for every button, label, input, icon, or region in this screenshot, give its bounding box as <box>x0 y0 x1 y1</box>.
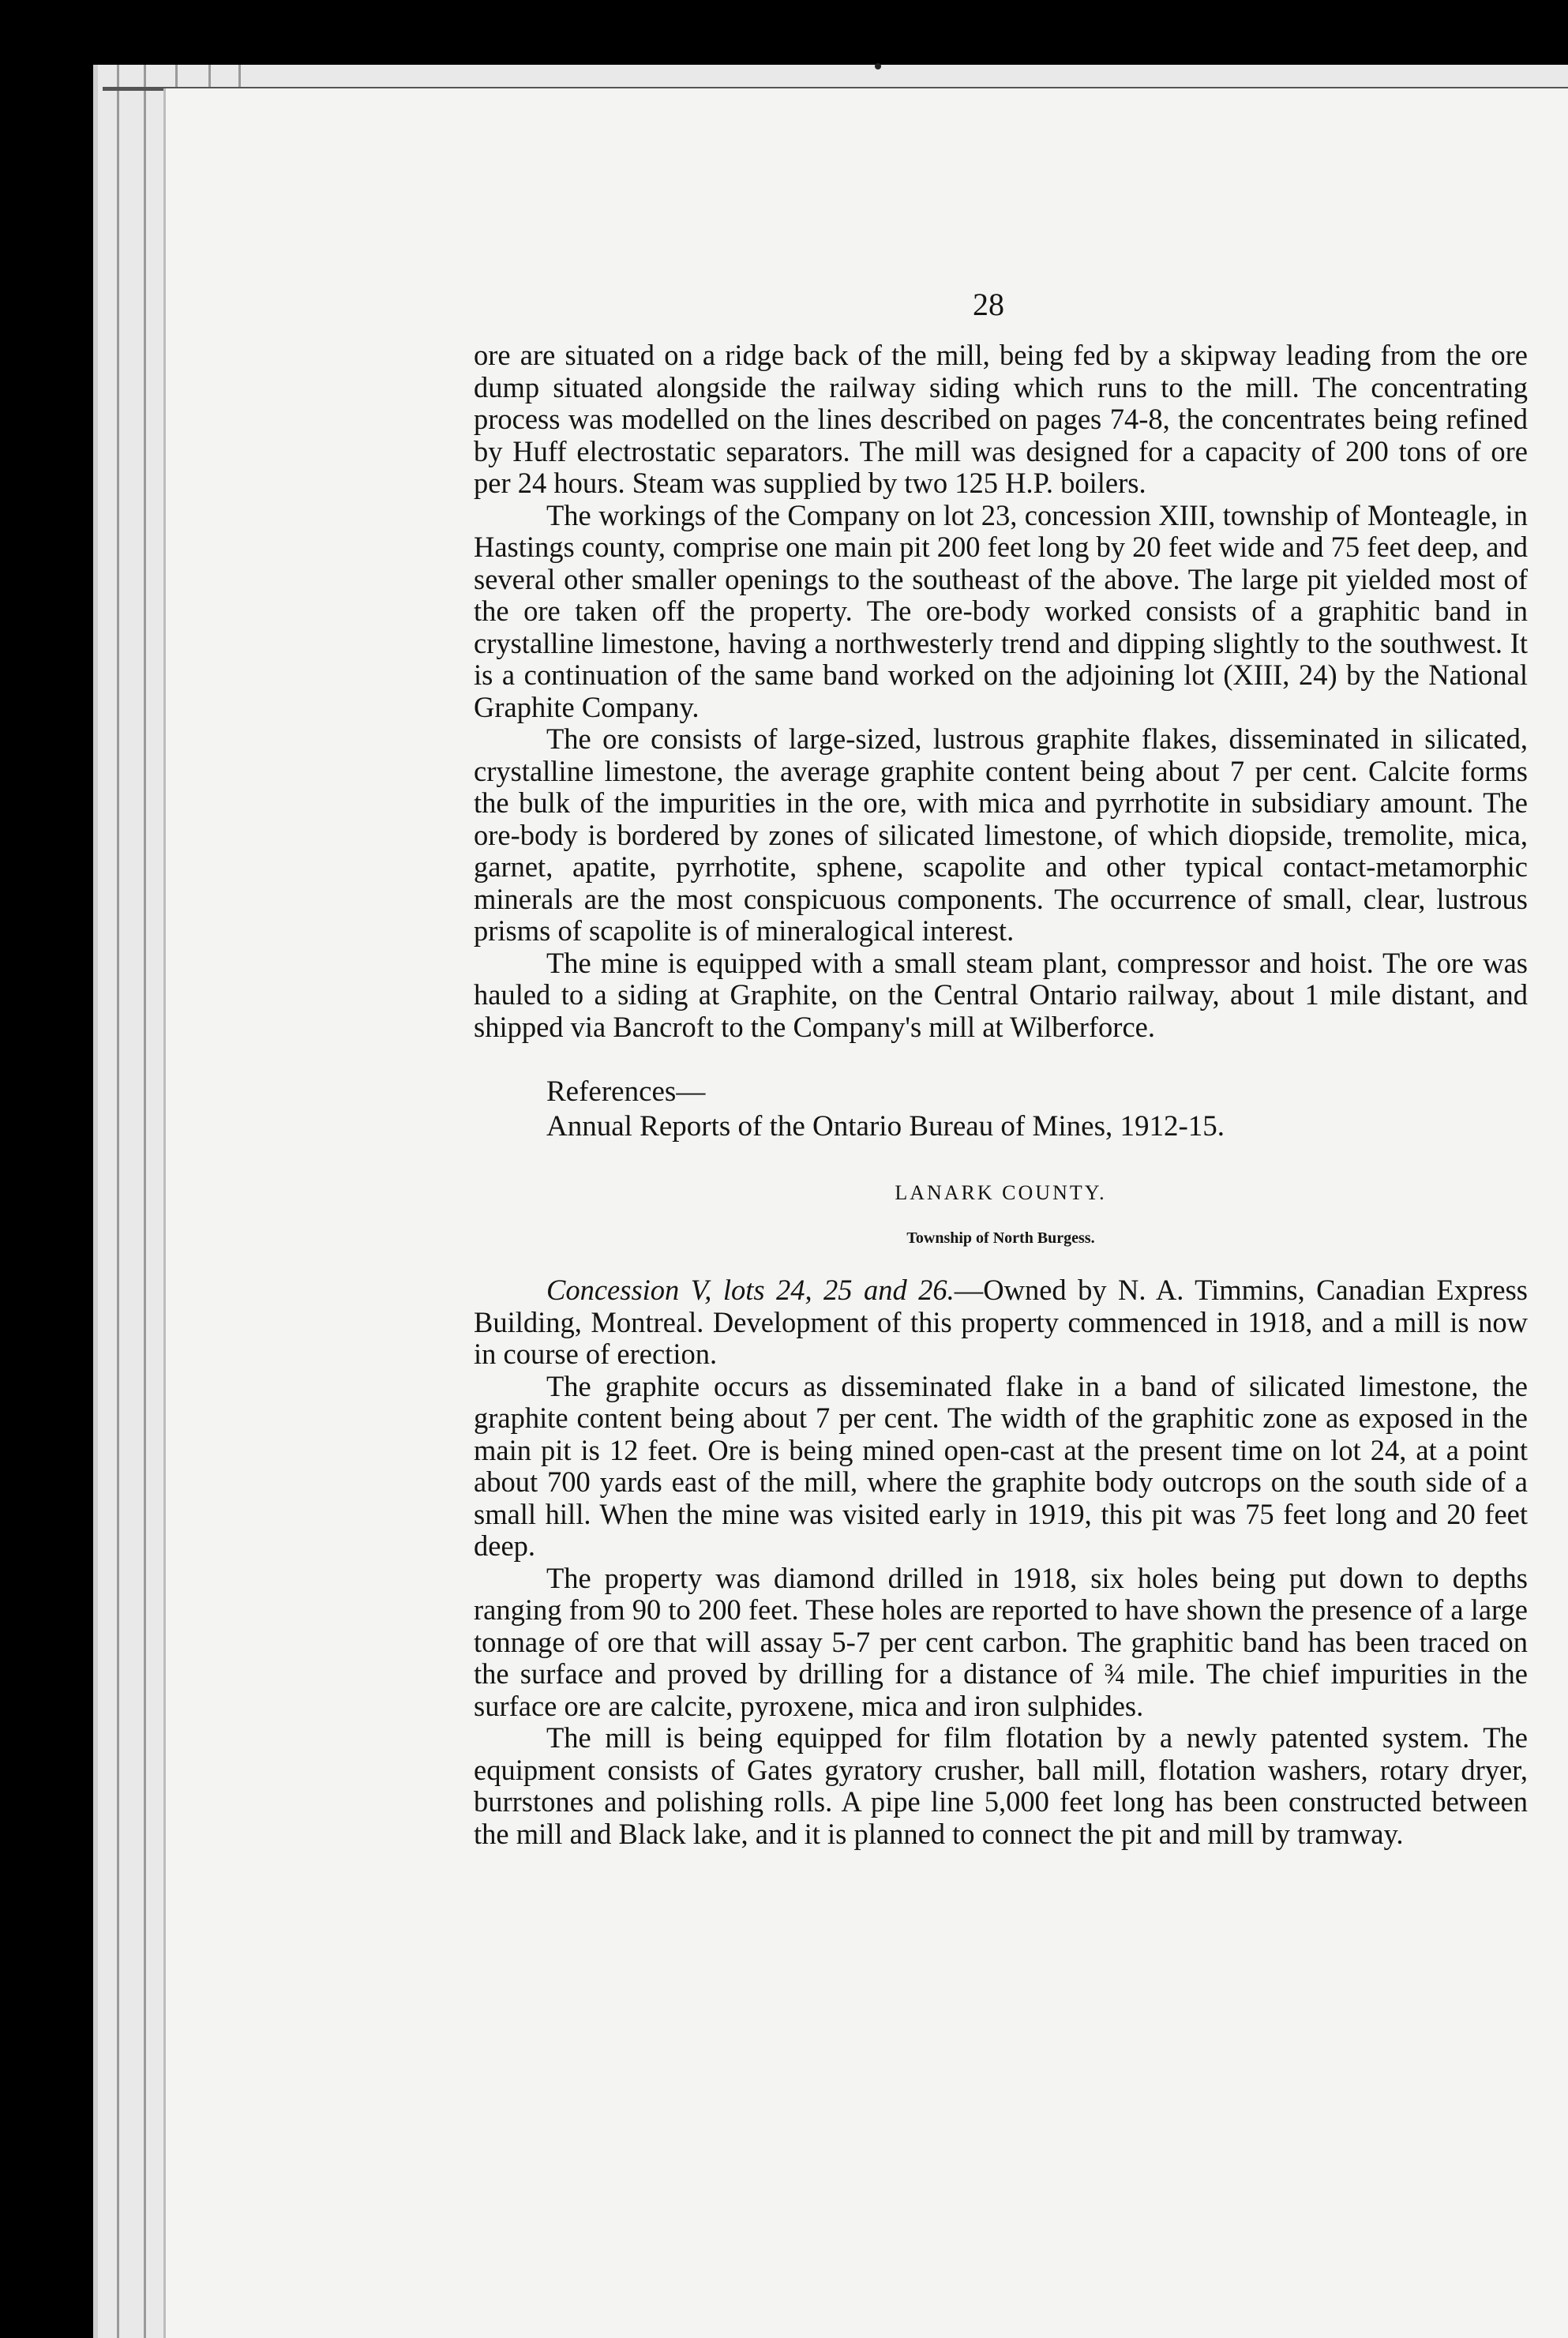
references-item: Annual Reports of the Ontario Bureau of Mines, 1912-15. <box>546 1110 1225 1143</box>
paragraph-concession <box>474 1274 1528 1371</box>
references-block <box>474 1075 1528 1144</box>
section-title: LANARK COUNTY. <box>895 1181 1107 1204</box>
paragraph-mill: The mill is being equipped for film flotation by a newly patented system. The equipment consists of Gates gyratory crusher, ball mill, flotation washers, rotary dryer, burrstones and polishing rolls. A pipe line 5,000 feet long has been constructed between the mill and Black lake, and it is planned to connect the pit and mill by tramway. <box>474 1721 1528 1850</box>
page-edge <box>117 65 119 2338</box>
page-number: 28 <box>973 287 1004 322</box>
page-edge <box>144 65 146 2338</box>
paragraph-drilling: The property was diamond drilled in 1918, six holes being put down to depths ranging from 90 to 200 feet. These holes are reported to have shown the presence of a large tonnage of ore that will assay 5-7 per cent carbon. The graphitic band has been traced on the surface and proved by drilling for a distance of ¾ mile. The chief impurities in the surface ore are calcite, pyroxene, mica and iron sulphides. <box>474 1561 1528 1722</box>
concession-text: —Owned by N. A. Timmins, Canadian Express Building, Montreal. Development of this property commenced in 1918, and a mill is now in course of erection. <box>474 1274 1528 1370</box>
concession-lead: Concession V, lots 24, 25 and 26. <box>546 1274 955 1306</box>
scan-fleck <box>875 63 881 69</box>
paragraph-ore: The ore consists of large-sized, lustrous graphite flakes, disseminated in silicated, crystalline limestone, the average graphite content being about 7 per cent. Calcite forms the bulk of the impurities in the ore, with mica and pyrrhotite in subsidiary amount. The ore-body is bordered by zones of silicated limestone, of which diopside, tremolite, mica, garnet, apatite, pyrrhotite, sphene, scapolite and other typical contact-metamorphic minerals are the most conspicuous components. The occurrence of small, clear, lustrous prisms of scapolite is of mineralogical interest. <box>474 722 1528 947</box>
section-subtitle: Township of North Burgess. <box>906 1229 1095 1247</box>
paragraph-graphite-occurrence: The graphite occurs as disseminated flake in a band of silicated limestone, the graphite content being about 7 per cent. The width of the graphitic zone as exposed in the main pit is 12 feet. Ore is being mined open-cast at the present time on lot 24, at a point about 700 yards east of the mill, where the graphite body outcrops on the south side of a small hill. When the mine was visited early in 1919, this pit was 75 feet long and 20 feet deep. <box>474 1369 1528 1562</box>
page-content <box>474 340 1528 1850</box>
paragraph-continued: ore are situated on a ridge back of the mill, being fed by a skipway leading from the ore dump situated alongside the railway siding which runs to the mill. The concentrating process was modelled on the lines described on pages 74-8, the concentrates being refined by Huff electrostatic separators. The mill was designed for a capacity of 200 tons of ore per 24 hours. Steam was supplied by two 125 H.P. boilers. <box>474 339 1528 499</box>
paragraph-mine-equipment: The mine is equipped with a small steam plant, compressor and hoist. The ore was hauled to a siding at Graphite, on the Central Ontario railway, about 1 mile distant, and shipped via Bancroft to the Company's mill at Wilberforce. <box>474 946 1528 1043</box>
references-heading: References— <box>546 1075 706 1108</box>
paragraph-workings: The workings of the Company on lot 23, concession XIII, township of Monteagle, in Hastings county, comprise one main pit 200 feet long by 20 feet wide and 75 feet deep, and several other smaller openings to the southeast of the above. The large pit yielded most of the ore taken off the property. The ore-body worked consists of a graphitic band in crystalline limestone, having a northwesterly trend and dipping slightly to the southwest. It is a continuation of the same band worked on the adjoining lot (XIII, 24) by the National Graphite Company. <box>474 498 1528 723</box>
